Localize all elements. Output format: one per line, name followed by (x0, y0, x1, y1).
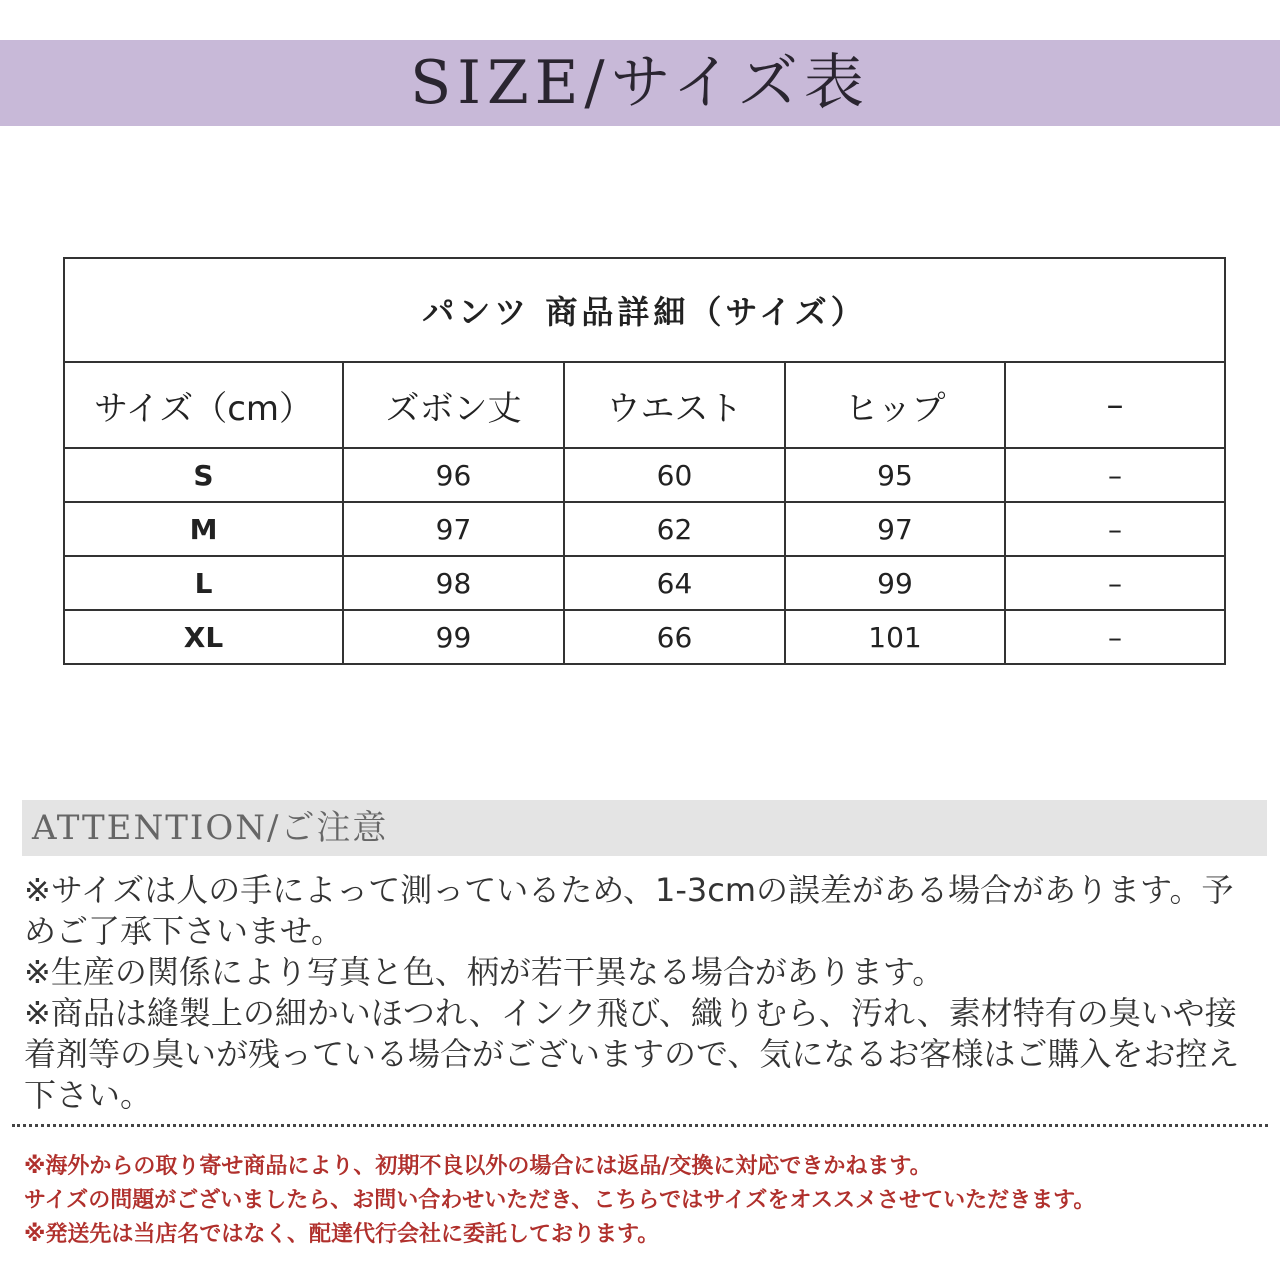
red-note-returns: ※海外からの取り寄せ商品により、初期不良以外の場合には返品/交換に対応できかねます。 (24, 1154, 932, 1179)
size-cell: L (64, 556, 343, 610)
column-header-waist: ウエスト (564, 362, 785, 448)
extra-cell: – (1005, 448, 1225, 502)
size-cell: M (64, 502, 343, 556)
length-cell: 98 (343, 556, 564, 610)
page-title: SIZE/サイズ表 (410, 48, 870, 118)
hip-cell: 99 (785, 556, 1005, 610)
red-notes (24, 1150, 1269, 1252)
hip-cell: 101 (785, 610, 1005, 664)
table-header-row (64, 362, 1225, 448)
hip-cell: 97 (785, 502, 1005, 556)
attention-title: ATTENTION/ご注意 (32, 808, 389, 848)
waist-cell: 64 (564, 556, 785, 610)
length-cell: 96 (343, 448, 564, 502)
waist-cell: 62 (564, 502, 785, 556)
table-row (64, 448, 1225, 502)
column-header-size: サイズ（cm） (64, 362, 343, 448)
note-measurement: ※サイズは人の手によって測っているため、1-3cmの誤差がある場合があります。予めご了承下さいませ。 (24, 871, 1234, 950)
note-color: ※生産の関係により写真と色、柄が若干異なる場合があります。 (24, 953, 945, 991)
length-cell: 97 (343, 502, 564, 556)
red-note-shipping: ※発送先は当店名ではなく、配達代行会社に委託しております。 (24, 1222, 660, 1247)
table-row (64, 610, 1225, 664)
dotted-divider (12, 1124, 1268, 1127)
size-cell: XL (64, 610, 343, 664)
length-cell: 99 (343, 610, 564, 664)
waist-cell: 60 (564, 448, 785, 502)
extra-cell: – (1005, 556, 1225, 610)
column-header-extra: – (1005, 362, 1225, 448)
hip-cell: 95 (785, 448, 1005, 502)
extra-cell: – (1005, 610, 1225, 664)
extra-cell: – (1005, 502, 1225, 556)
red-note-size-advice: サイズの問題がございましたら、お問い合わせいただき、こちらではサイズをオススメさせていただきます。 (24, 1188, 1096, 1213)
column-header-hip: ヒップ (785, 362, 1005, 448)
table-row (64, 502, 1225, 556)
attention-notes (24, 870, 1264, 1116)
size-cell: S (64, 448, 343, 502)
note-sewing: ※商品は縫製上の細かいほつれ、インク飛び、織りむら、汚れ、素材特有の臭いや接着剤等の臭いが残っている場合がございますので、気になるお客様はご購入をお控え下さい。 (24, 994, 1240, 1114)
table-caption: パンツ 商品詳細（サイズ） (64, 258, 1225, 362)
size-table (63, 257, 1226, 665)
table-row (64, 556, 1225, 610)
column-header-length: ズボン丈 (343, 362, 564, 448)
waist-cell: 66 (564, 610, 785, 664)
